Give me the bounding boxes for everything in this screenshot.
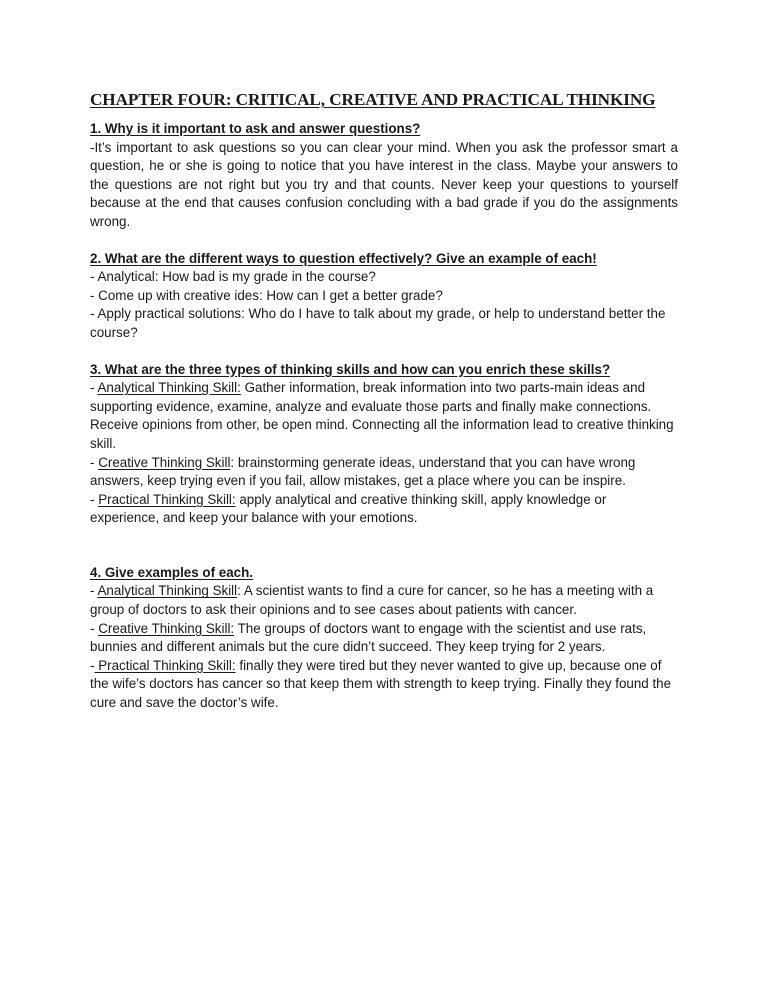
- item-prefix: -: [90, 454, 99, 470]
- item-prefix: -: [90, 657, 95, 673]
- question-1-heading: 1. Why is it important to ask and answer questions?: [90, 121, 421, 136]
- item-text: apply analytical and creative thinking skill, apply knowledge or experience, and keep your balance with your emotions.: [90, 491, 607, 526]
- item-prefix: -: [90, 491, 99, 507]
- skill-label: Practical Thinking Skill:: [94, 657, 236, 673]
- skill-label: Analytical Thinking Skill: [97, 583, 238, 599]
- question-1-answer: -It’s important to ask questions so you can clear your mind. When you ask the professor smart a question, he or she is going to notice that you have interest in the class. Maybe your answers to the questions are not right but you try and that counts. Never keep your questions to yourself because at the end that causes confusion concluding with a bad grade if you do the assignments wrong.: [90, 139, 678, 229]
- skill-label: Practical Thinking Skill:: [98, 491, 236, 507]
- question-2-heading: 2. What are the different ways to question effectively? Give an example of each!: [90, 250, 597, 266]
- skill-label: Creative Thinking Skill:: [98, 620, 235, 636]
- question-4-item: [90, 620, 678, 657]
- chapter-title: CHAPTER FOUR: CRITICAL, CREATIVE AND PRACTICAL THINKING: [90, 90, 656, 109]
- question-3-item: [90, 454, 678, 491]
- item-text: finally they were tired but they never wanted to give up, because one of the wife’s doctors has cancer so that keep them with strength to keep trying. Finally they found the cure and save the doctor’s wife.: [90, 657, 672, 711]
- section-q4: [90, 564, 678, 713]
- question-4-item: [90, 582, 678, 619]
- question-4-item: [90, 657, 678, 713]
- question-3-item: [90, 491, 678, 528]
- item-prefix: -: [90, 380, 98, 396]
- skill-label: Creative Thinking Skill: [98, 454, 231, 470]
- question-3-item: [90, 379, 678, 453]
- item-text: : brainstorming generate ideas, understand that you can have wrong answers, keep trying even if you fail, allow mistakes, get a place where you can be inspire.: [90, 454, 636, 489]
- question-2-item: - Come up with creative ides: How can I get a better grade?: [90, 287, 443, 303]
- item-text: : A scientist wants to find a cure for cancer, so he has a meeting with a group of doctors to ask their opinions and to see cases about patients with cancer.: [90, 583, 654, 618]
- item-prefix: -: [90, 583, 98, 599]
- question-2-item: - Analytical: How bad is my grade in the course?: [90, 269, 376, 285]
- item-text: Gather information, break information into two parts-main ideas and supporting evidence, examine, analyze and evaluate those parts and finally make connections. Receive opinions from other, be open mind. Connecting all the information lead to creative thinking skill.: [90, 380, 674, 451]
- question-4-heading: 4. Give examples of each.: [90, 564, 254, 580]
- item-prefix: -: [90, 620, 99, 636]
- question-2-item: - Apply practical solutions: Who do I have to talk about my grade, or help to understand better the course?: [90, 306, 666, 340]
- skill-label: Analytical Thinking Skill:: [97, 380, 241, 396]
- question-3-heading: 3. What are the three types of thinking skills and how can you enrich these skills?: [90, 361, 611, 377]
- document-page: [90, 90, 678, 713]
- section-q3: [90, 361, 678, 528]
- section-q2: [90, 250, 678, 343]
- item-text: The groups of doctors want to engage with the scientist and use rats, bunnies and different animals but the cure didn’t succeed. They keep trying for 2 years.: [90, 620, 647, 655]
- section-q1: [90, 120, 678, 232]
